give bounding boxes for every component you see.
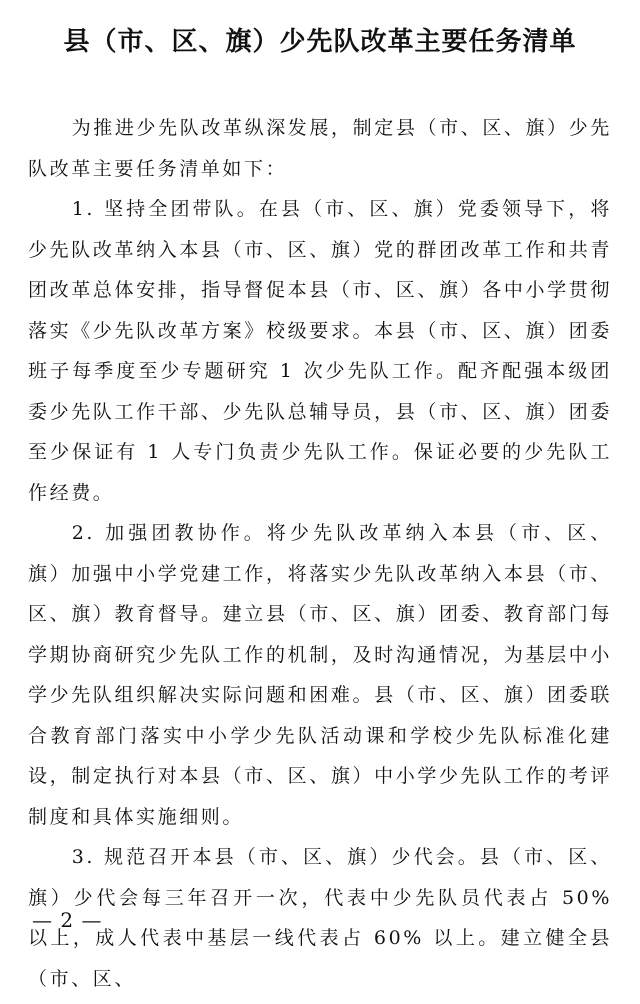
paragraph-item-1: 1. 坚持全团带队。在县（市、区、旗）党委领导下，将少先队改革纳入本县（市、区、旗）党的群团改革工作和共青团改革总体安排，指导督促本县（市、区、旗）各中小学贯彻落实《少先队改革方案》校级要求。本县（市、区、旗）团委班子每季度至少专题研究 1 次少先队工作。配齐配强本级团委少先队工作干部、少先队总辅导员，县（市、区、旗）团委至少保证有 1 人专门负责少先队工作。保证必要的少先队工作经费。 bbox=[28, 198, 612, 504]
paragraph-intro: 为推进少先队改革纵深发展，制定县（市、区、旗）少先队改革主要任务清单如下： bbox=[28, 117, 612, 180]
document-body bbox=[28, 108, 612, 999]
page-number: — 2 — bbox=[32, 908, 103, 932]
document-title: 县（市、区、旗）少先队改革主要任务清单 bbox=[63, 27, 577, 57]
paragraph-item-3: 3. 规范召开本县（市、区、旗）少代会。县（市、区、旗）少代会每三年召开一次，代表中少先队员代表占 50% 以上，成人代表中基层一线代表占 60% 以上。建立健全县（市、区、 bbox=[28, 846, 612, 990]
paragraph-item-2: 2. 加强团教协作。将少先队改革纳入本县（市、区、旗）加强中小学党建工作，将落实少先队改革纳入本县（市、区、旗）教育督导。建立县（市、区、旗）团委、教育部门每学期协商研究少先队工作的机制，及时沟通情况，为基层中小学少先队组织解决实际问题和困难。县（市、区、旗）团委联合教育部门落实中小学少先队活动课和学校少先队标准化建设，制定执行对本县（市、区、旗）中小学少先队工作的考评制度和具体实施细则。 bbox=[28, 522, 612, 828]
